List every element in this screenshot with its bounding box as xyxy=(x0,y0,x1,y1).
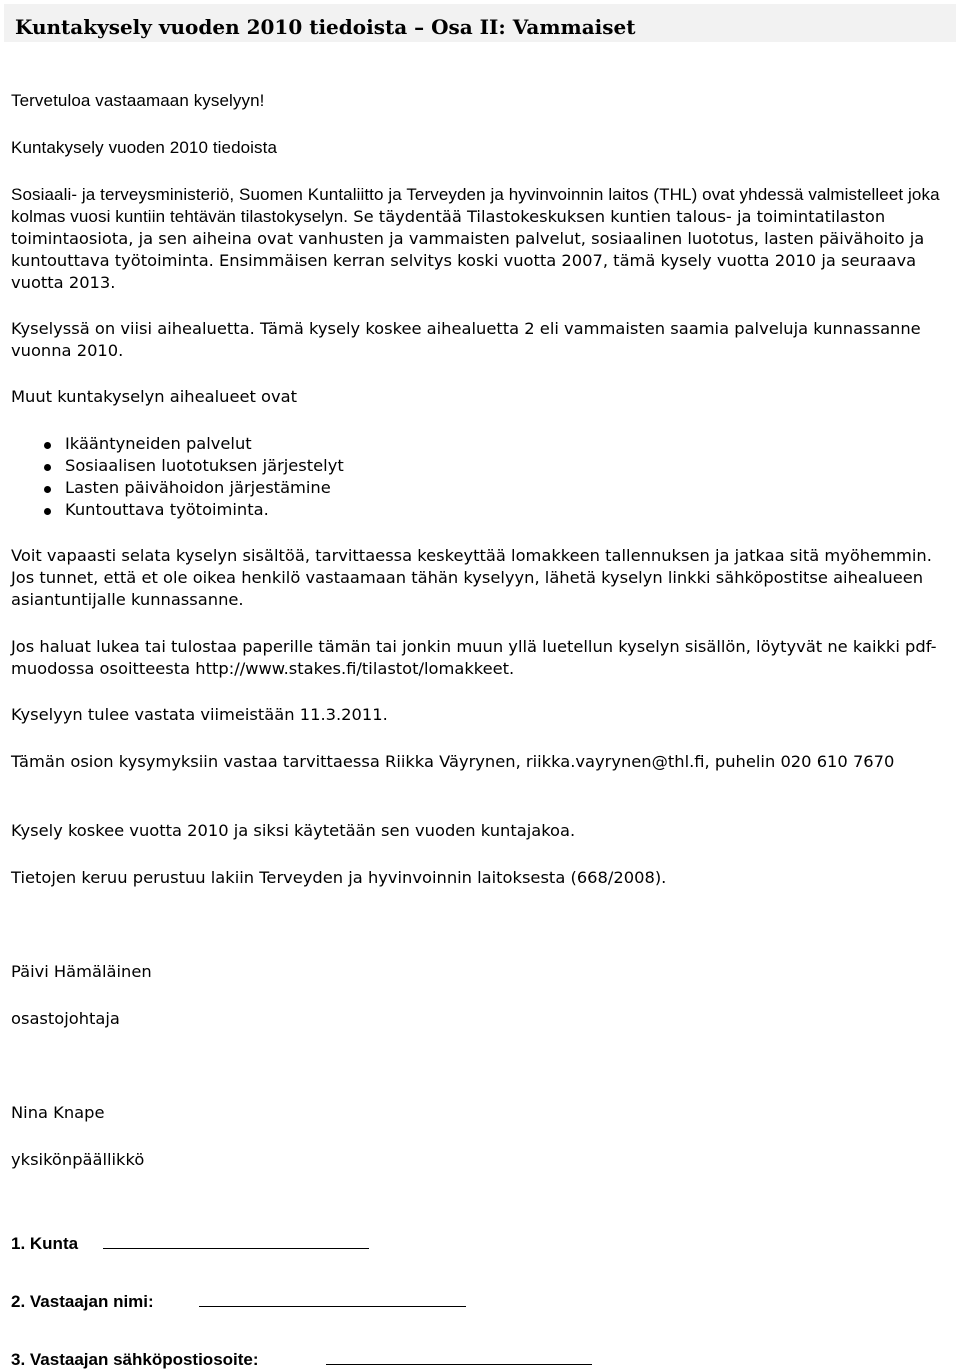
topics-list xyxy=(11,433,344,521)
signer-name: Päivi Hämäläinen xyxy=(11,962,152,981)
welcome-text: Tervetuloa vastaamaan kyselyyn! xyxy=(11,91,265,110)
deadline-text: Kyselyyn tulee vastata viimeistään 11.3.2011. xyxy=(11,705,388,724)
list-item: Ikääntyneiden palvelut xyxy=(11,433,344,455)
municipality-input[interactable] xyxy=(103,1248,369,1249)
topic-area-paragraph: Kyselyssä on viisi aihealuetta. Tämä kysely koskee aihealuetta 2 eli vammaisten saamia palveluja kunnassanne vuonna 2010. xyxy=(11,319,921,360)
intro-paragraph xyxy=(11,184,941,294)
browse-info-paragraph: Voit vapaasti selata kyselyn sisältöä, tarvittaessa keskeyttää lomakkeen tallennuksen ja jatkaa sitä myöhemmin. Jos tunnet, että et ole oikea henkilö vastaamaan tähän kyselyyn, lähetä kyselyn linkki sähköpostitse aihealueen asiantuntijalle kunnassanne. xyxy=(11,546,932,609)
list-item: Kuntouttava työtoiminta. xyxy=(11,499,344,521)
contact-text: Tämän osion kysymyksiin vastaa tarvittaessa Riikka Väyrynen, riikka.vayrynen@thl.fi, puhelin 020 610 7670 xyxy=(11,752,895,771)
municipality-label: 1. Kunta xyxy=(11,1234,79,1253)
page-title: Kuntakysely vuoden 2010 tiedoista – Osa II: Vammaiset xyxy=(15,15,636,39)
respondent-email-label: 3. Vastaajan sähköpostiosoite: xyxy=(11,1350,259,1369)
respondent-name-label: 2. Vastaajan nimi: xyxy=(11,1292,154,1311)
list-item: Lasten päivähoidon järjestämine xyxy=(11,477,344,499)
survey-heading: Kuntakysely vuoden 2010 tiedoista xyxy=(11,138,278,157)
list-item: Sosiaalisen luototuksen järjestelyt xyxy=(11,455,344,477)
signer-name: Nina Knape xyxy=(11,1103,105,1122)
title-bar xyxy=(4,4,956,42)
respondent-email-input[interactable] xyxy=(326,1364,592,1365)
legal-text: Tietojen keruu perustuu lakiin Terveyden ja hyvinvoinnin laitoksesta (668/2008). xyxy=(11,868,667,887)
intro-paragraph-arial: Sosiaali- ja terveysministeriö, Suomen Kuntaliitto ja Terveyden ja hyvinvoinnin laitos (THL) ovat yhdessä valmistelleet joka kolmas vuosi kuntiin tehtävän tilastokyselyn. xyxy=(11,185,940,226)
other-topics-heading: Muut kuntakyselyn aihealueet ovat xyxy=(11,387,298,406)
intro-paragraph-rest: Se täydentää Tilastokeskuksen kuntien talous- ja toimintatilaston toimintaosiota, ja sen aiheina ovat vanhusten ja vammaisten palvelut, sosiaalinen luototus, lasten päivähoito ja kuntouttava työtoiminta. Ensimmäisen kerran selvitys koski vuotta 2007, tämä kysely vuotta 2010 ja seuraava vuotta 2013. xyxy=(11,207,925,292)
respondent-name-input[interactable] xyxy=(199,1306,466,1307)
pdf-info-paragraph: Jos haluat lukea tai tulostaa paperille tämän tai jonkin muun yllä luetellun kyselyn sisällön, löytyvät ne kaikki pdf-muodossa osoitteesta http://www.stakes.fi/tilastot/lomakkeet. xyxy=(11,637,937,678)
signer-role: yksikönpäällikkö xyxy=(11,1150,145,1169)
year-note-text: Kysely koskee vuotta 2010 ja siksi käytetään sen vuoden kuntajakoa. xyxy=(11,821,576,840)
signer-role: osastojohtaja xyxy=(11,1009,120,1028)
